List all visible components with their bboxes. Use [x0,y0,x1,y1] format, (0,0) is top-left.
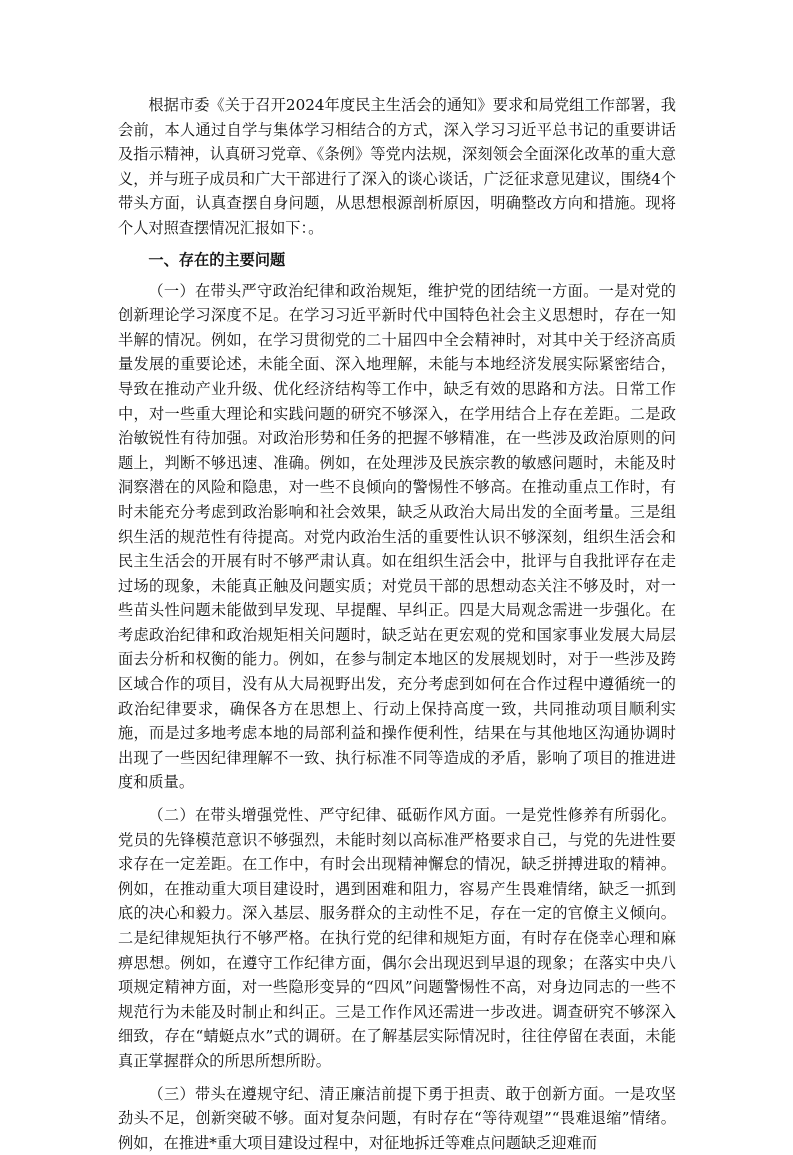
document-page [118,93,676,1155]
paragraph-party-spirit: （二）在带头增强党性、严守纪律、砥砺作风方面。一是党性修养有所弱化。党员的先锋模范意识不够强烈，未能时刻以高标准严格要求自己，与党的先进性要求存在一定差距。在工作中，有时会出现精神懈怠的情况，缺乏拼搏进取的精神。例如，在推动重大项目建设时，遇到困难和阻力，容易产生畏难情绪，缺乏一抓到底的决心和毅力。深入基层、服务群众的主动性不足，存在一定的官僚主义倾向。二是纪律规矩执行不够严格。在执行党的纪律和规矩方面，有时存在侥幸心理和麻痹思想。例如，在遵守工作纪律方面，偶尔会出现迟到早退的现象；在落实中央八项规定精神方面，对一些隐形变异的“四风”问题警惕性不高，对身边同志的一些不规范行为未能及时制止和纠正。三是工作作风还需进一步改进。调查研究不够深入细致，存在“蜻蜓点水”式的调研。在了解基层实际情况时，往往停留在表面，未能真正掌握群众的所思所想所盼。 [118,806,676,1070]
paragraph-political-discipline: （一）在带头严守政治纪律和政治规矩，维护党的团结统一方面。一是对党的创新理论学习深度不足。在学习习近平新时代中国特色社会主义思想时，存在一知半解的情况。例如，在学习贯彻党的二十届四中全会精神时，对其中关于经济高质量发展的重要论述，未能全面、深入地理解，未能与本地经济发展实际紧密结合，导致在推动产业升级、优化经济结构等工作中，缺乏有效的思路和方法。日常工作中，对一些重大理论和实践问题的研究不够深入，在学用结合上存在差距。二是政治敏锐性有待加强。对政治形势和任务的把握不够精准，在一些涉及政治原则的问题上，判断不够迅速、准确。例如，在处理涉及民族宗教的敏感问题时，未能及时洞察潜在的风险和隐患，对一些不良倾向的警惕性不够高。在推动重点工作时，有时未能充分考虑到政治影响和社会效果，缺乏从政治大局出发的全面考量。三是组织生活的规范性有待提高。对党内政治生活的重要性认识不够深刻，组织生活会和民主生活会的开展有时不够严肃认真。如在组织生活会中，批评与自我批评存在走过场的现象，未能真正触及问题实质；对党员干部的思想动态关注不够及时，对一些苗头性问题未能做到早发现、早提醒、早纠正。四是大局观念需进一步强化。在考虑政治纪律和政治规矩相关问题时，缺乏站在更宏观的党和国家事业发展大局层面去分析和权衡的能力。例如，在参与制定本地区的发展规划时，对于一些涉及跨区域合作的项目，没有从大局视野出发，充分考虑到如何在合作过程中遵循统一的政治纪律要求，确保各方在思想上、行动上保持高度一致，共同推动项目顺利实施，而是过多地考虑本地的局部利益和操作便利性，结果在与其他地区沟通协调时出现了一些因纪律理解不一致、执行标准不同等造成的矛盾，影响了项目的推进进度和质量。 [118,281,676,792]
section-heading-main-problems: 一、存在的主要问题 [148,250,286,269]
paragraph-responsibility-innovation: （三）带头在遵规守纪、清正廉洁前提下勇于担责、敢于创新方面。一是攻坚劲头不足，创新突破不够。面对复杂问题，有时存在“等待观望”“畏难退缩”情绪。例如，在推进*重大项目建设过程中，对征地拆迁等难点问题缺乏迎难而 [118,1084,676,1152]
intro-paragraph: 根据市委《关于召开2024年度民主生活会的通知》要求和局党组工作部署，我会前，本人通过自学与集体学习相结合的方式，深入学习习近平总书记的重要讲话及指示精神，认真研习党章、《条例》等党内法规，深刻领会全面深化改革的重大意义，并与班子成员和广大干部进行了深入的谈心谈话，广泛征求意见建议，围绕4个带头方面，认真查摆自身问题，从思想根源剖析原因，明确整改方向和措施。现将个人对照查摆情况汇报如下：。 [118,96,676,237]
